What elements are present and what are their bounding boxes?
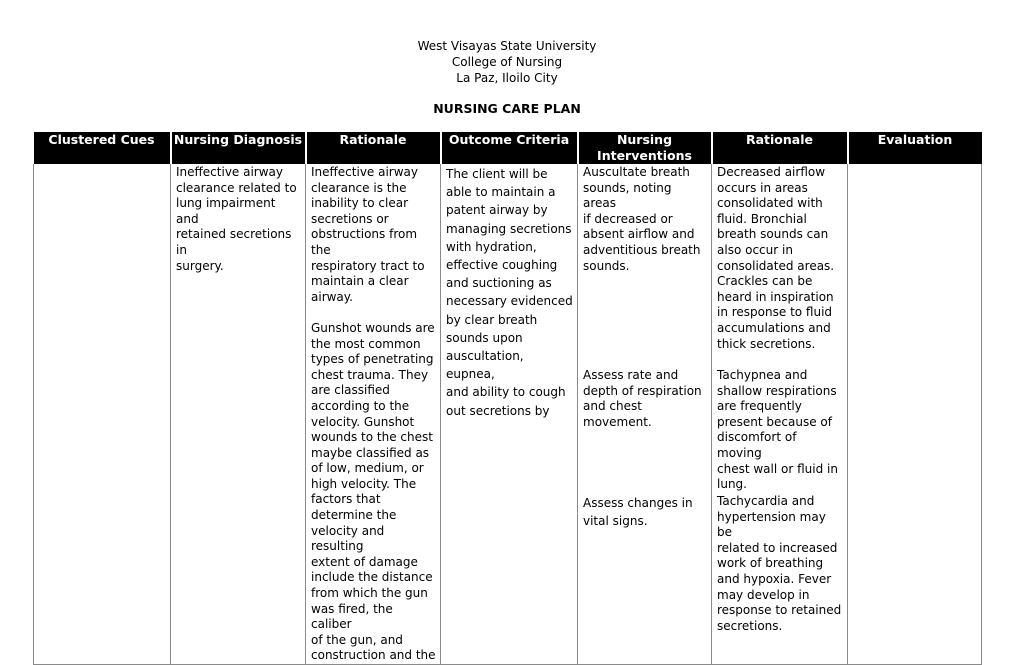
intervention-item: Assess changes in vital signs. [583, 496, 693, 528]
diagnosis-text: Ineffective airway clearance related to lung impairment and retained secretions in surgery. [176, 165, 297, 273]
address: La Paz, Iloilo City [456, 71, 558, 85]
header-spacer [34, 148, 171, 164]
outcome-text: The client will be able to maintain a patent airway by managing secretions with hydration, effective coughing and suctioning as necessary evidenced by clear breath sounds upon auscultation, eupnea, and ability to cough out secretions by [446, 167, 573, 418]
col-header-clustered-cues: Clustered Cues [34, 132, 171, 148]
header-spacer [712, 148, 848, 164]
header-spacer [171, 148, 306, 164]
cell-nursing-interventions [578, 164, 712, 665]
col-header-evaluation: Evaluation [848, 132, 982, 148]
cell-evaluation [848, 164, 982, 665]
care-plan-table [33, 132, 982, 665]
col-header-rationale: Rationale [306, 132, 441, 148]
intervention-item: Assess rate and depth of respiration and chest movement. [583, 368, 702, 429]
header-spacer [848, 148, 982, 164]
rationale-paragraph: Ineffective airway clearance is the inability to clear secretions or obstructions from the respiratory tract to maintain a clear airway. [311, 165, 425, 304]
rationale-item: Decreased airflow occurs in areas consolidated with fluid. Bronchial breath sounds can also occur in consolidated areas. Crackles can be heard in inspiration in response to fluid accumulations and thick secretions. [717, 165, 835, 351]
document-title: NURSING CARE PLAN [433, 101, 581, 116]
university-name: West Visayas State University [417, 39, 597, 53]
col-header-nursing-diagnosis: Nursing Diagnosis [171, 132, 306, 148]
col-header-rationale-2: Rationale [712, 132, 848, 148]
cell-rationale-2 [712, 164, 848, 665]
table-header-row-2 [34, 148, 982, 164]
rationale-item: Tachycardia and hypertension may be related to increased work of breathing and hypoxia. Fever may develop in response to retained secretions. [717, 494, 842, 633]
header-spacer [306, 148, 441, 164]
college-name: College of Nursing [451, 55, 563, 69]
rationale-item: Tachypnea and shallow respirations are frequently present because of discomfort of moving chest wall or fluid in lung. [717, 368, 838, 492]
cell-clustered-cues [34, 164, 171, 665]
col-header-nursing-interventions: Nursing [578, 132, 712, 148]
header-spacer [441, 148, 578, 164]
col-header-interventions-line2: Interventions [578, 148, 712, 164]
table-row [34, 164, 982, 665]
rationale-paragraph: Gunshot wounds are the most common types of penetrating chest trauma. They are classified according to the velocity. Gunshot wounds to the chest maybe classified as of low, medium, or high velocity. The factors that determine the velocity and resulting extent of damage include the distance from which the gun was fired, the caliber of the gun, and construction and the [311, 320, 436, 663]
cell-nursing-diagnosis [171, 164, 306, 665]
cell-outcome-criteria [441, 164, 578, 665]
intervention-item: Auscultate breath sounds, noting areas if decreased or absent airflow and adventitious breath sounds. [583, 165, 701, 273]
cell-rationale [306, 164, 441, 665]
col-header-outcome-criteria: Outcome Criteria [441, 132, 578, 148]
table-header-row [34, 132, 982, 148]
document-header [0, 38, 1014, 86]
